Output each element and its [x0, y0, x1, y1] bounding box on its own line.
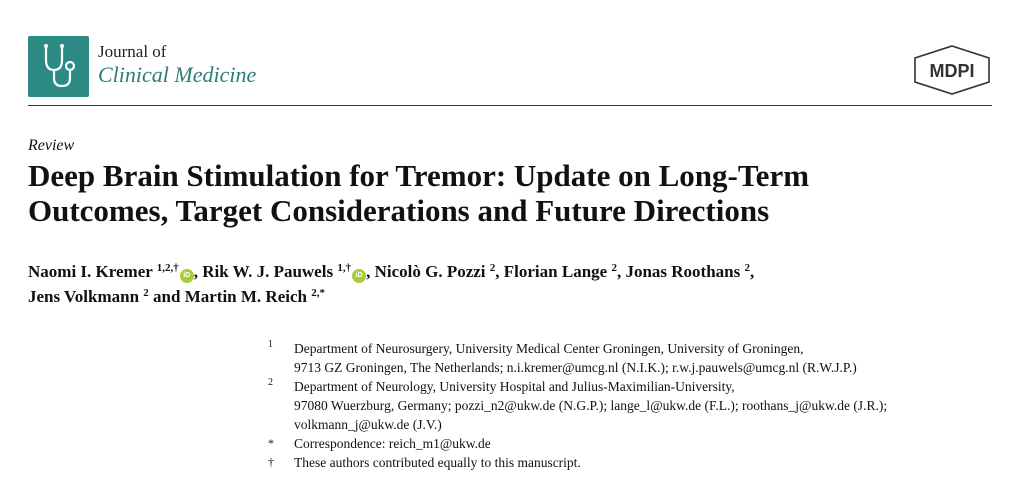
- author-separator: ,: [616, 262, 626, 281]
- affiliation-line: These authors contributed equally to this manuscript.: [294, 455, 581, 470]
- author-name: Martin M. Reich: [184, 287, 307, 306]
- author-name: Naomi I. Kremer: [28, 262, 153, 281]
- author-name: Jens Volkmann: [28, 287, 140, 306]
- author[interactable]: [375, 262, 496, 281]
- author-separator: ,: [750, 262, 755, 281]
- orcid-icon[interactable]: iD: [180, 269, 194, 283]
- article-type: Review: [28, 137, 75, 154]
- affiliation-line: Correspondence: reich_m1@ukw.de: [294, 436, 491, 451]
- author-name: Florian Lange: [503, 262, 608, 281]
- author-list: [28, 259, 988, 309]
- orcid-icon[interactable]: iD: [352, 269, 366, 283]
- author-affiliation-marker: 1,2,†: [156, 262, 179, 274]
- author-affiliation-marker: 2: [744, 262, 750, 274]
- affiliation-item: [262, 453, 992, 472]
- affiliation-item: [262, 434, 992, 453]
- author[interactable]: [625, 262, 750, 281]
- article-title-line1: Deep Brain Stimulation for Tremor: Update on Long-Term: [28, 158, 810, 193]
- affiliation-line: 97080 Wuerzburg, Germany; pozzi_n2@ukw.de (N.G.P.); lange_l@ukw.de (F.L.); roothans_j@ukw.de (J.R.);: [294, 398, 888, 413]
- author[interactable]: [28, 262, 194, 281]
- affiliation-line: Department of Neurosurgery, University Medical Center Groningen, University of Groningen,: [294, 341, 804, 356]
- author-affiliation-marker: 2: [143, 287, 149, 299]
- author-name: Rik W. J. Pauwels: [202, 262, 334, 281]
- affiliation-item: [262, 377, 992, 434]
- affiliation-line: Department of Neurology, University Hospital and Julius-Maximilian-University,: [294, 379, 735, 394]
- author[interactable]: [185, 287, 325, 306]
- journal-logo[interactable]: [28, 36, 89, 97]
- author[interactable]: [504, 262, 617, 281]
- header-divider: [28, 105, 992, 106]
- affiliation-marker: 1: [268, 339, 273, 350]
- journal-name[interactable]: [98, 42, 256, 88]
- author-separator: ,: [193, 262, 203, 281]
- author-affiliation-marker: 2: [489, 262, 496, 274]
- journal-name-line1: Journal of: [98, 42, 167, 61]
- affiliation-marker: *: [268, 436, 274, 450]
- mdpi-logo: [912, 44, 992, 96]
- author-separator: and: [148, 287, 185, 306]
- author-name: Nicolò G. Pozzi: [374, 262, 486, 281]
- author-separator: ,: [495, 262, 504, 281]
- affiliation-line: 9713 GZ Groningen, The Netherlands; n.i.kremer@umcg.nl (N.I.K.); r.w.j.pauwels@umcg.nl (R.W.J.P.): [294, 360, 857, 375]
- author-separator: ,: [366, 262, 375, 281]
- stethoscope-icon: [28, 36, 89, 97]
- article-title: [28, 158, 988, 228]
- author-name: Jonas Roothans: [625, 262, 741, 281]
- affiliation-marker: †: [268, 455, 274, 469]
- affiliation-marker: 2: [268, 377, 273, 388]
- author-affiliation-marker: 2,*: [311, 287, 325, 299]
- author[interactable]: [28, 287, 149, 306]
- publisher-logo[interactable]: [912, 44, 992, 96]
- article-title-line2: Outcomes, Target Considerations and Future Directions: [28, 193, 770, 228]
- affiliation-line: volkmann_j@ukw.de (J.V.): [294, 417, 442, 432]
- publisher-name: MDPI: [929, 61, 975, 81]
- author[interactable]: [202, 262, 366, 281]
- author-affiliation-marker: 2: [611, 262, 617, 274]
- journal-name-line2: Clinical Medicine: [98, 62, 257, 87]
- author-affiliation-marker: 1,†: [337, 262, 352, 274]
- affiliation-item: [262, 339, 992, 377]
- affiliations: [262, 339, 992, 472]
